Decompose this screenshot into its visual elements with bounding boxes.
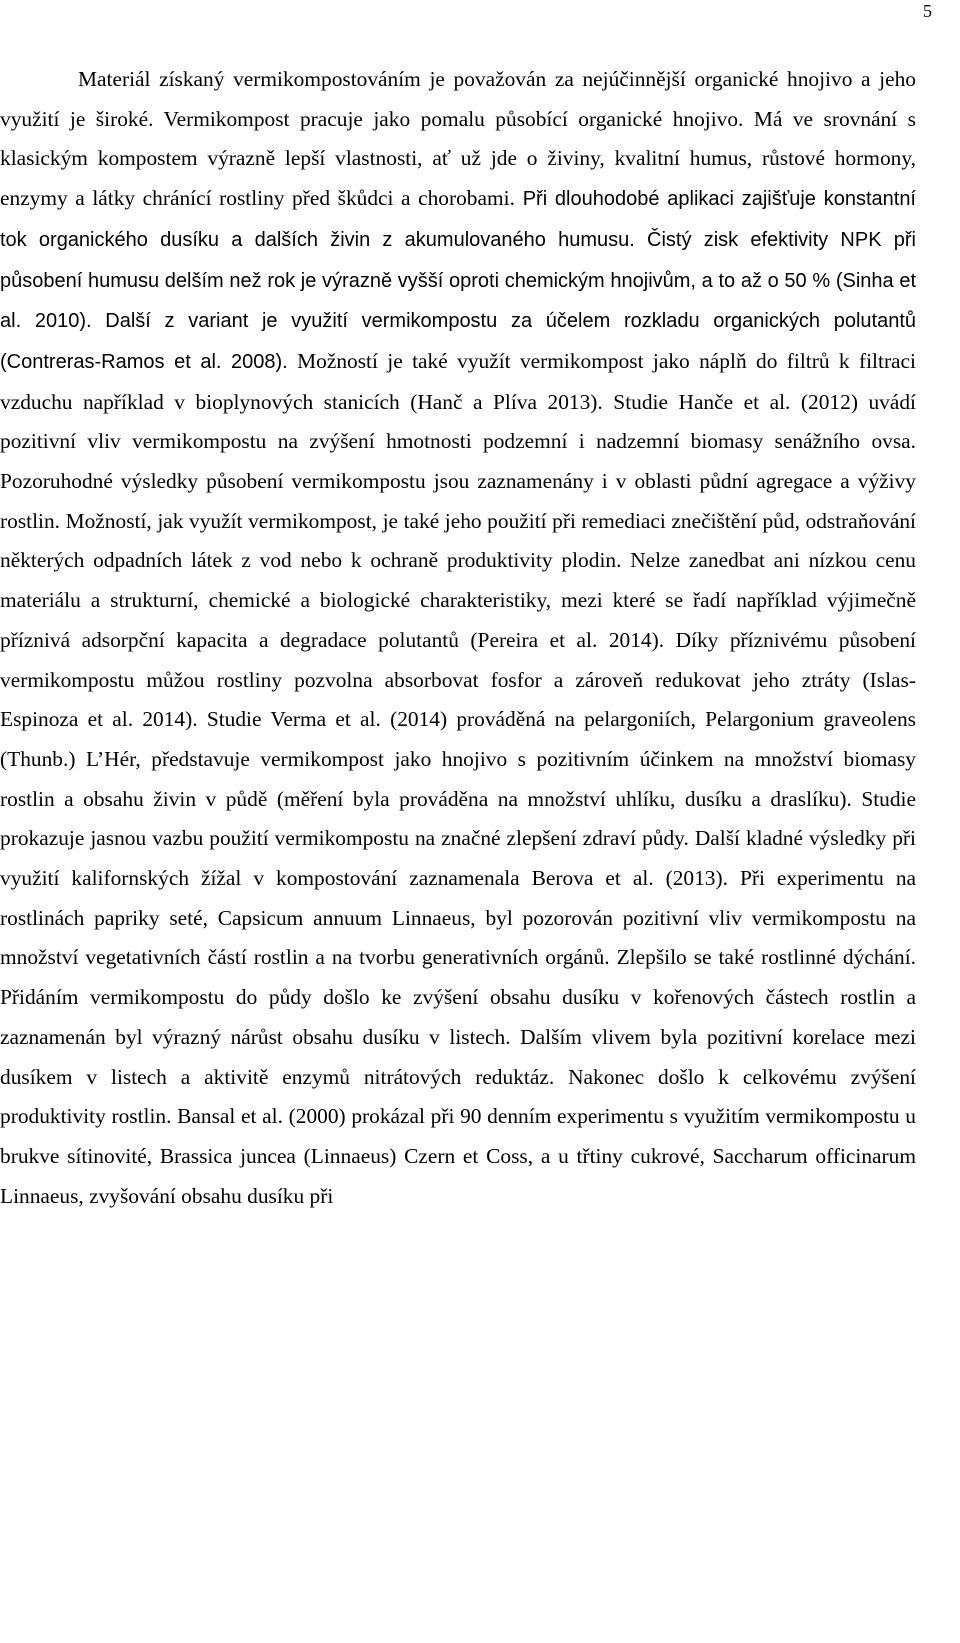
sentence-group-3: Možností je také využít vermikompost jako náplň do filtrů k filtraci vzduchu například v bioplynových stanicích (Hanč a Plíva 2013). Studie Hanče et al. (2012) uvádí pozitivní vliv vermikompostu na zvýšení hmotnosti podzemní i nadzemní biomasy senážního ovsa. Pozoruhodné výsledky působení vermikompostu jsou zaznamenány i v oblasti půdní agregace a výživy rostlin. Možností, jak využít vermikompost, je také jeho použití při remediaci znečištění půd, odstraňování některých odpadních látek z vod nebo k ochraně produktivity plodin. Nelze zanedbat ani nízkou cenu materiálu a strukturní, chemické a biologické charakteristiky, mezi které se řadí například výjimečně příznivá adsorpční kapacita a degradace polutantů (Pereira et al. 2014). <box>0 348 916 652</box>
sentence-group-1: Materiál získaný vermikompostováním je považován za nejúčinnější organické hnojivo a jeho využití je široké. Vermikompost pracuje jako pomalu působící organické hnojivo. Má ve srovnání s klasickým kompostem výrazně lepší vlastnosti, ať už jde o živiny, kvalitní humus, růstové hormony, enzymy a látky chránící rostliny před škůdci a chorobami. <box>0 67 916 211</box>
sentence-group-2: Při dlouhodobé aplikaci zajišťuje konstantní tok organického dusíku a dalších živin z akumulovaného humusu. Čistý zisk efektivity NPK při působení humusu delším než rok je výrazně vyšší oproti chemickým hnojivům, a to až o 50 % (Sinha et al. 2010). Další z variant je využití vermikompostu za účelem rozkladu organických polutantů (Contreras-Ramos et al. 2008). <box>0 188 916 373</box>
page-number: 5 <box>923 1 932 21</box>
sentence-group-4: Díky příznivému působení vermikompostu můžou rostliny pozvolna absorbovat fosfor a zároveň redukovat jeho ztráty (Islas-Espinoza et al. 2014). Studie Verma et al. (2014) prováděná na pelargoniích, Pelargonium graveolens (Thunb.) L’Hér, představuje vermikompost jako hnojivo s pozitivním účinkem na množství biomasy rostlin a obsahu živin v půdě (měření byla prováděna na množství uhlíku, dusíku a draslíku). Studie prokazuje jasnou vazbu použití vermikompostu na značné zlepšení zdraví půdy. Další kladné výsledky při využití kalifornských žížal v kompostování zaznamenala Berova et al. (2013). <box>0 627 916 891</box>
body-paragraph <box>0 60 916 1216</box>
sentence-group-5: Při experimentu na rostlinách papriky seté, Capsicum annuum Linnaeus, byl pozorován pozitivní vliv vermikompostu na množství vegetativních částí rostlin a na tvorbu generativních orgánů. Zlepšilo se také rostlinné dýchání. Přidáním vermikompostu do půdy došlo ke zvýšení obsahu dusíku v kořenových částech rostlin a zaznamenán byl výrazný nárůst obsahu dusíku v listech. Dalším vlivem byla pozitivní korelace mezi dusíkem v listech a aktivitě enzymů nitrátových reduktáz. Nakonec došlo k celkovému zvýšení produktivity rostlin. Bansal et al. (2000) prokázal při 90 denním experimentu s využitím vermikompostu u brukve sítinovité, Brassica juncea (Linnaeus) Czern et Coss, a u třtiny cukrové, Saccharum officinarum Linnaeus, zvyšování obsahu dusíku při <box>0 866 917 1208</box>
